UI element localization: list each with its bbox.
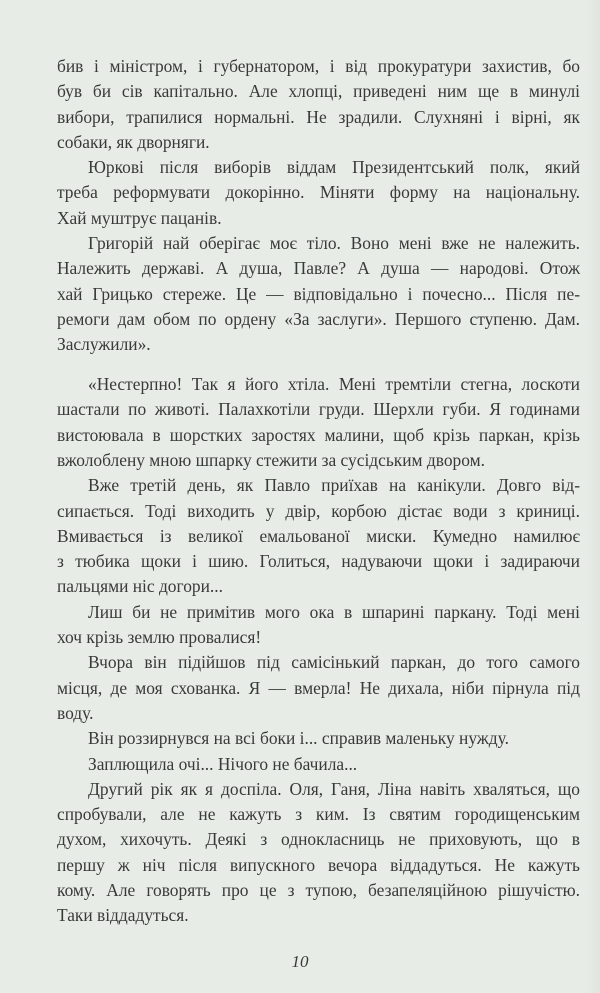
text-line: Вже третій день, як Павло приїхав на канікули. Довго від- (88, 475, 580, 496)
text-line: Хай муштрує пацанів. (57, 207, 222, 228)
paragraph (57, 752, 580, 777)
text-line: Належить державі. А душа, Павле? А душа — народові. Отож (57, 258, 580, 279)
text-line: шастали по животі. Палахкотіли груди. Шерхли губи. Я годинами (57, 399, 580, 420)
text-line: бив і міністром, і губернатором, і від прокуратури захистив, бо (57, 56, 580, 76)
text-line: собаки, як дворняги. (57, 131, 210, 152)
text-line: ремоги дам обом по ордену «За заслуги». Першого ступеню. Дам. (57, 308, 580, 329)
page-number: 10 (291, 952, 309, 971)
paragraph (57, 726, 580, 751)
text-line: треба реформувати докорінно. Міняти форму на національну. (57, 182, 580, 203)
text-line: Другий рік як я доспіла. Оля, Ганя, Ліна навіть хваляться, що (88, 778, 580, 799)
text-line: Вмивається із великої емальованої миски. Кумедно намилює (57, 525, 580, 546)
text-line: Вчора він підійшов під самісінький паркан, до того самого (88, 652, 580, 673)
text-line: вжолоблену мною шпарку стежити за сусідським двором. (57, 449, 485, 470)
paragraph (57, 777, 580, 929)
text-line: Григорій най оберігає моє тіло. Воно мені вже не належить. (88, 233, 580, 254)
text-line: першу ж ніч після випускного вечора віддадуться. Не кажуть (57, 854, 580, 875)
text-line: місця, де моя схованка. Я — вмерла! Не дихала, ніби пірнула під (57, 677, 580, 698)
text-line: Заплющила очі... Нічого не бачила... (88, 753, 358, 774)
text-line: Юркові після виборів віддам Президентський полк, який (88, 157, 580, 178)
text-line: вибори, трапилися нормальні. Не зрадили. Слухняні і вірні, як (57, 106, 580, 127)
text-line: сипається. Тоді виходить у двір, корбою дістає води з криниці. (57, 500, 580, 521)
paragraph (57, 650, 580, 726)
text-line: з тюбика щоки і шию. Голиться, надуваючи щоки і задираючи (57, 551, 580, 572)
text-line: хоч крізь землю провалися! (57, 627, 262, 648)
paragraph (57, 54, 580, 155)
page-body (57, 54, 580, 929)
text-line: кому. Але говорять про це з тупою, безапеляційною рішучістю. (57, 880, 580, 900)
text-line: Заслужили». (57, 334, 151, 355)
paragraph (57, 155, 580, 231)
text-line: вистоювала в шорстких заростях малини, щоб крізь паркан, крізь (57, 424, 580, 445)
text-line: спробували, але не кажуть з ким. Із святим городищенським (57, 804, 580, 825)
text-line: Таки віддадуться. (57, 905, 189, 926)
paragraph (57, 372, 580, 473)
paragraph (57, 600, 580, 651)
text-line: Він роззирнувся на всі боки і... справив маленьку нужду. (88, 728, 509, 749)
text-line: духом, хихочуть. Деякі з однокласниць не приховують, що в (57, 829, 580, 850)
text-line: Лиш би не примітив мого ока в шпарині паркану. Тоді мені (88, 601, 580, 622)
paragraph (57, 231, 580, 357)
page-edge-shadow (586, 0, 600, 993)
paragraph (57, 473, 580, 599)
text-line: пальцями ніс догори... (57, 576, 223, 597)
text-line: «Нестерпно! Так я його хтіла. Мені тремтіли стегна, лоскоти (88, 374, 580, 395)
text-line: хай Грицько стереже. Це — відповідально і почесно... Після пе- (57, 283, 580, 304)
text-line: воду. (57, 702, 94, 723)
text-line: був би сів капітально. Але хлопці, приведені ним ще в минулі (57, 81, 580, 102)
